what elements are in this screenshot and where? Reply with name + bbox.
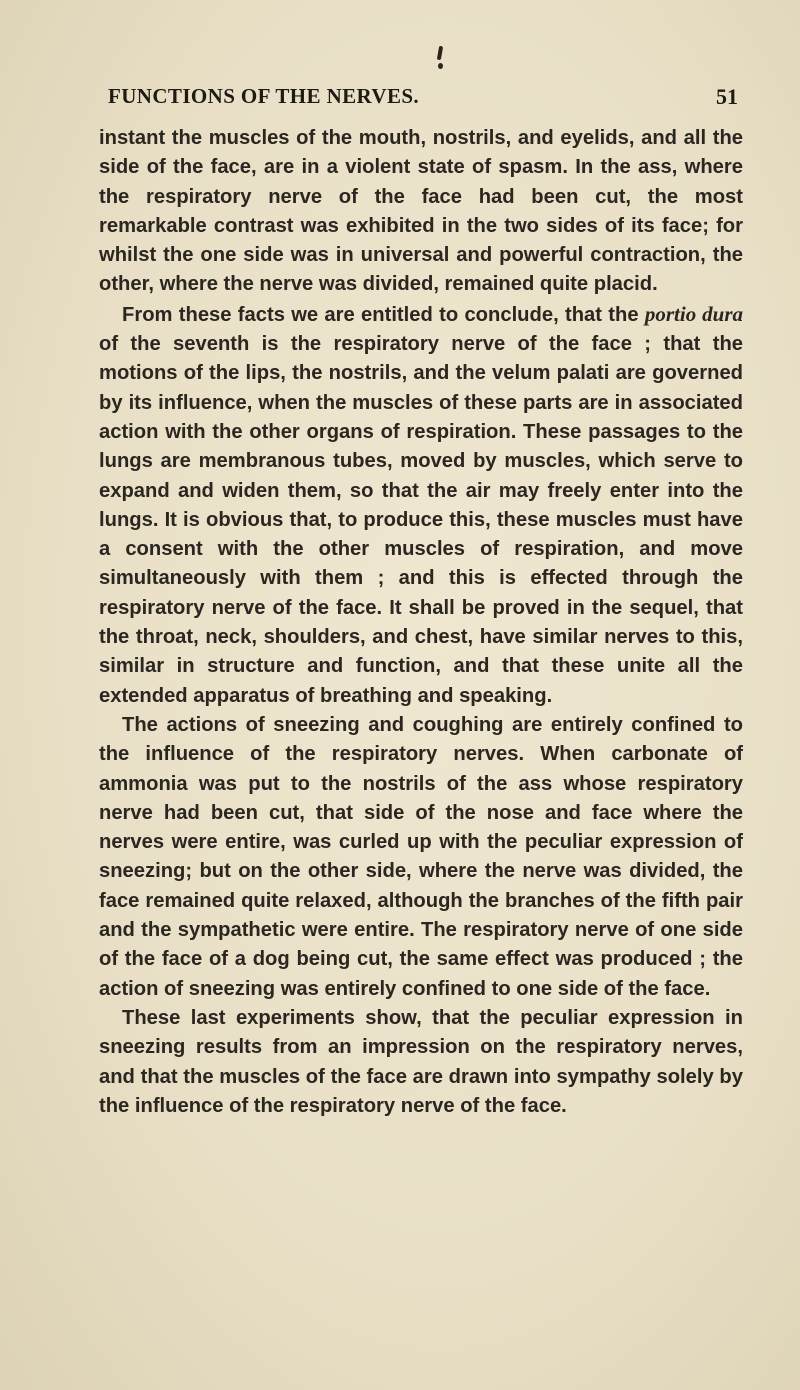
- paragraph: [99, 124, 743, 300]
- paragraph-text: instant the muscles of the mouth, nostrils, and eyelids, and all the side of the face, are in a violent state of spasm. In the ass, where the respiratory nerve of the face had been cut, the most remarkable contrast was exhibited in the two sides of its face; for whilst the one side was in universal and powerful contraction, the other, where the nerve was divided, remained quite placid.: [99, 127, 743, 296]
- italic-term: portio dura: [644, 301, 743, 326]
- page-header: [108, 84, 738, 114]
- paragraph-text: of the seventh is the respiratory nerve of the face ; that the motions of the lips, the nostrils, and the velum palati are governed by its influence, when the muscles of these parts are in associated action with the other organs of respiration. These passages to the lungs are membranous tubes, moved by muscles, which serve to expand and widen them, so that the air may freely enter into the lungs. It is obvious that, to produce this, these muscles must have a consent with the other muscles of respiration, and move simultaneously with them ; and this is effected through the respiratory nerve of the face. It shall be proved in the sequel, that the throat, neck, shoulders, and chest, have similar nerves to this, similar in structure and function, and that these unite all the extended apparatus of breathing and speaking.: [99, 333, 743, 707]
- paragraph: [99, 1004, 743, 1121]
- paragraph-text: The actions of sneezing and coughing are entirely confined to the influence of the respiratory nerves. When carbonate of ammonia was put to the nostrils of the ass whose respiratory nerve had been cut, that side of the nose and face where the nerves were entire, was curled up with the peculiar expression of sneezing; but on the other side, where the nerve was divided, the face remained quite relaxed, although the branches of the fifth pair and the sympathetic were entire. The respiratory nerve of one side of the face of a dog being cut, the same effect was produced ; the action of sneezing was entirely confined to one side of the face.: [99, 713, 743, 1000]
- ink-blot: [437, 46, 443, 60]
- running-head: FUNCTIONS OF THE NERVES.: [108, 84, 420, 108]
- paragraph: [99, 300, 743, 711]
- ink-blot: [438, 63, 443, 69]
- paragraph-text: From these facts we are entitled to conclude, that the: [122, 303, 645, 326]
- body-text: [99, 124, 743, 1121]
- page-number: 51: [716, 84, 738, 109]
- paragraph-text: These last experiments show, that the peculiar expression in sneezing results from an impression on the respiratory nerves, and that the muscles of the face are drawn into sympathy solely by the influence of the respiratory nerve of the face.: [99, 1006, 743, 1117]
- paragraph: [99, 711, 743, 1004]
